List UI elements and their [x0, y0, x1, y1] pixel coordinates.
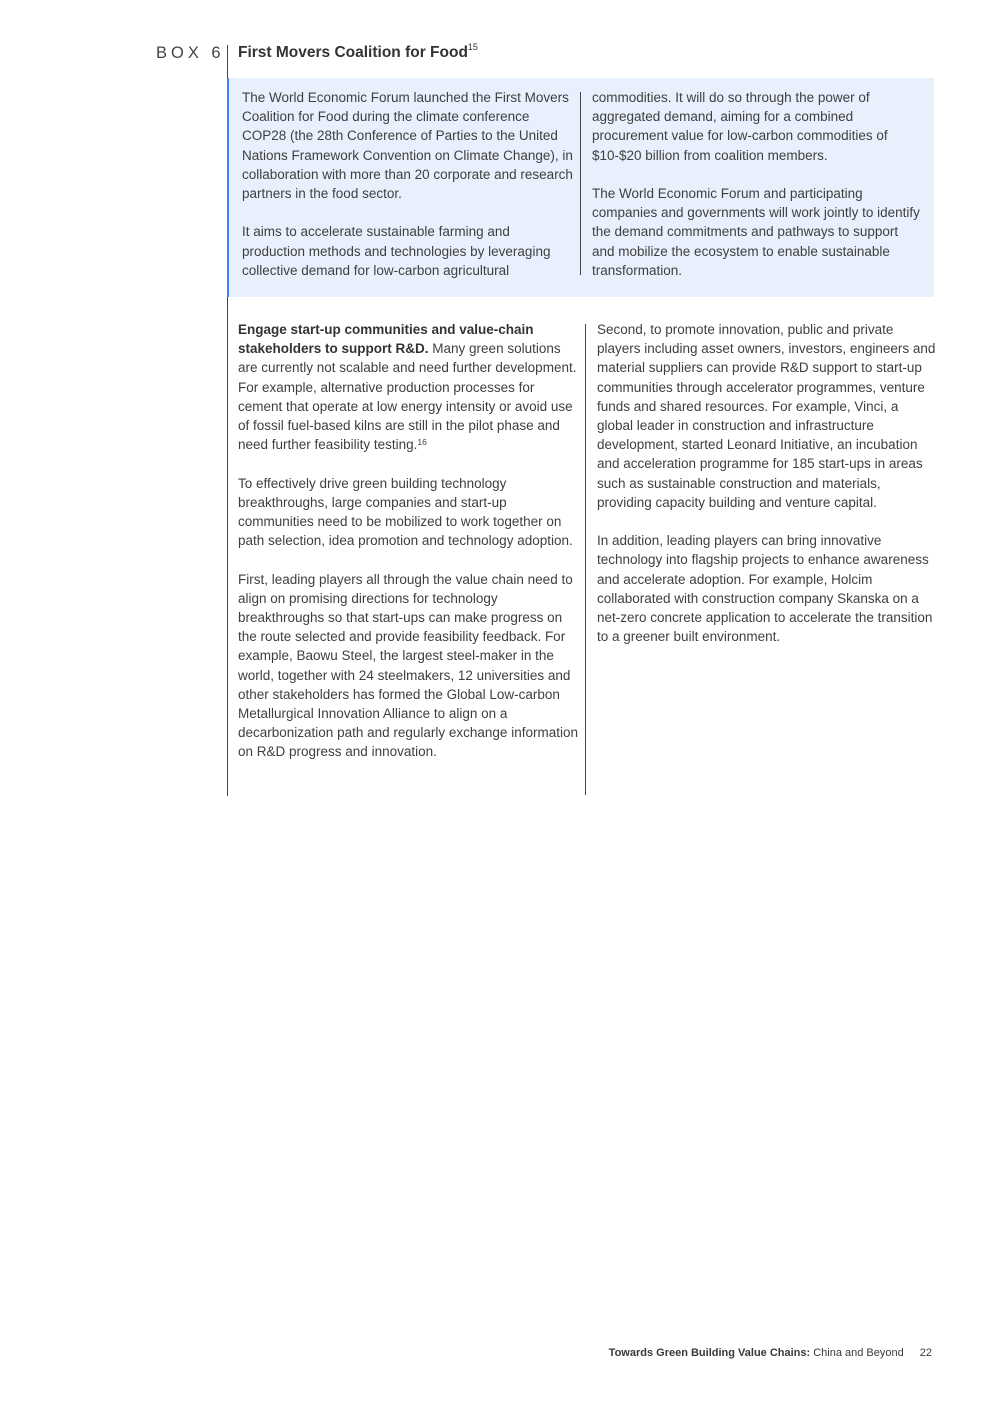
box-header-rule [227, 45, 228, 78]
box-paragraph: commodities. It will do so through the power of aggregated demand, aiming for a combined procurement value for low-carbon commodities of $10-$20 billion from coalition members. [592, 90, 888, 163]
body-paragraph: First, leading players all through the value chain need to align on promising directions for technology breakthroughs so that start-ups can make progress on the route selected and provide feasibility feedback. For example, Baowu Steel, the largest steel-maker in the world, together with 24 steelmakers, 12 universities and other stakeholders has formed the Global Low-carbon Metallurgical Innovation Alliance to align on a decarbonization path and regularly exchange information on R&D progress and innovation. [238, 571, 578, 760]
body-paragraph: To effectively drive green building technology breakthroughs, large companies and start-up communities need to be mobilized to work together on path selection, idea promotion and technology adoption. [238, 475, 573, 549]
box-title [238, 44, 478, 62]
body-right-column [597, 320, 937, 666]
box-column-divider [580, 92, 581, 275]
page-footer [609, 1347, 932, 1359]
footer-title-bold: Towards Green Building Value Chains: [608, 1347, 811, 1359]
lead-footnote-ref[interactable]: 16 [417, 437, 427, 448]
box-label: BOX 6 [156, 44, 225, 62]
body-column-divider [585, 324, 586, 795]
box-paragraph: The World Economic Forum and participating companies and governments will work jointly to identify the demand commitments and pathways to support and mobilize the ecosystem to enable sustainable transformation. [592, 186, 920, 278]
lead-heading: Engage start-up communities and value-chain stakeholders to support R&D. [238, 322, 534, 357]
box-title-footnote-ref[interactable]: 15 [467, 42, 478, 52]
footer-title-rest: China and Beyond [810, 1347, 904, 1359]
body-paragraph: Second, to promote innovation, public and private players including asset owners, investors, engineers and material suppliers can provide R&D support to start-up communities through accelerator programmes, venture funds and shared resources. For example, Vinci, a global leader in construction and infrastructure development, started Leonard Initiative, an incubation and acceleration programme for 185 start-ups in areas such as sustainable construction and materials, providing capacity building and venture capital. [597, 322, 936, 510]
body-left-rule [227, 297, 228, 796]
box-paragraph: It aims to accelerate sustainable farming and production methods and technologies by leveraging collective demand for low-carbon agricultural [242, 224, 551, 278]
box-left-column [242, 88, 574, 280]
box-right-column [592, 88, 922, 280]
body-left-column [238, 320, 578, 781]
body-paragraph: In addition, leading players can bring innovative technology into flagship projects to enhance awareness and accelerate adoption. For example, Holcim collaborated with construction company Skanska on a net-zero concrete application to accelerate the transition to a greener built environment. [597, 533, 933, 645]
lead-paragraph [238, 320, 578, 454]
lead-text: Many green solutions are currently not scalable and need further development. For example, alternative production processes for cement that operate at low energy intensity or avoid use of fossil fuel-based kilns are still in the pilot phase and need further feasibility testing. [238, 341, 577, 453]
box-title-text: First Movers Coalition for Food [238, 44, 468, 61]
page-number: 22 [919, 1347, 932, 1359]
box-paragraph: The World Economic Forum launched the First Movers Coalition for Food during the climate conference COP28 (the 28th Conference of Parties to the United Nations Framework Convention on Climate Change), in collaboration with more than 20 corporate and research partners in the food sector. [242, 90, 573, 202]
